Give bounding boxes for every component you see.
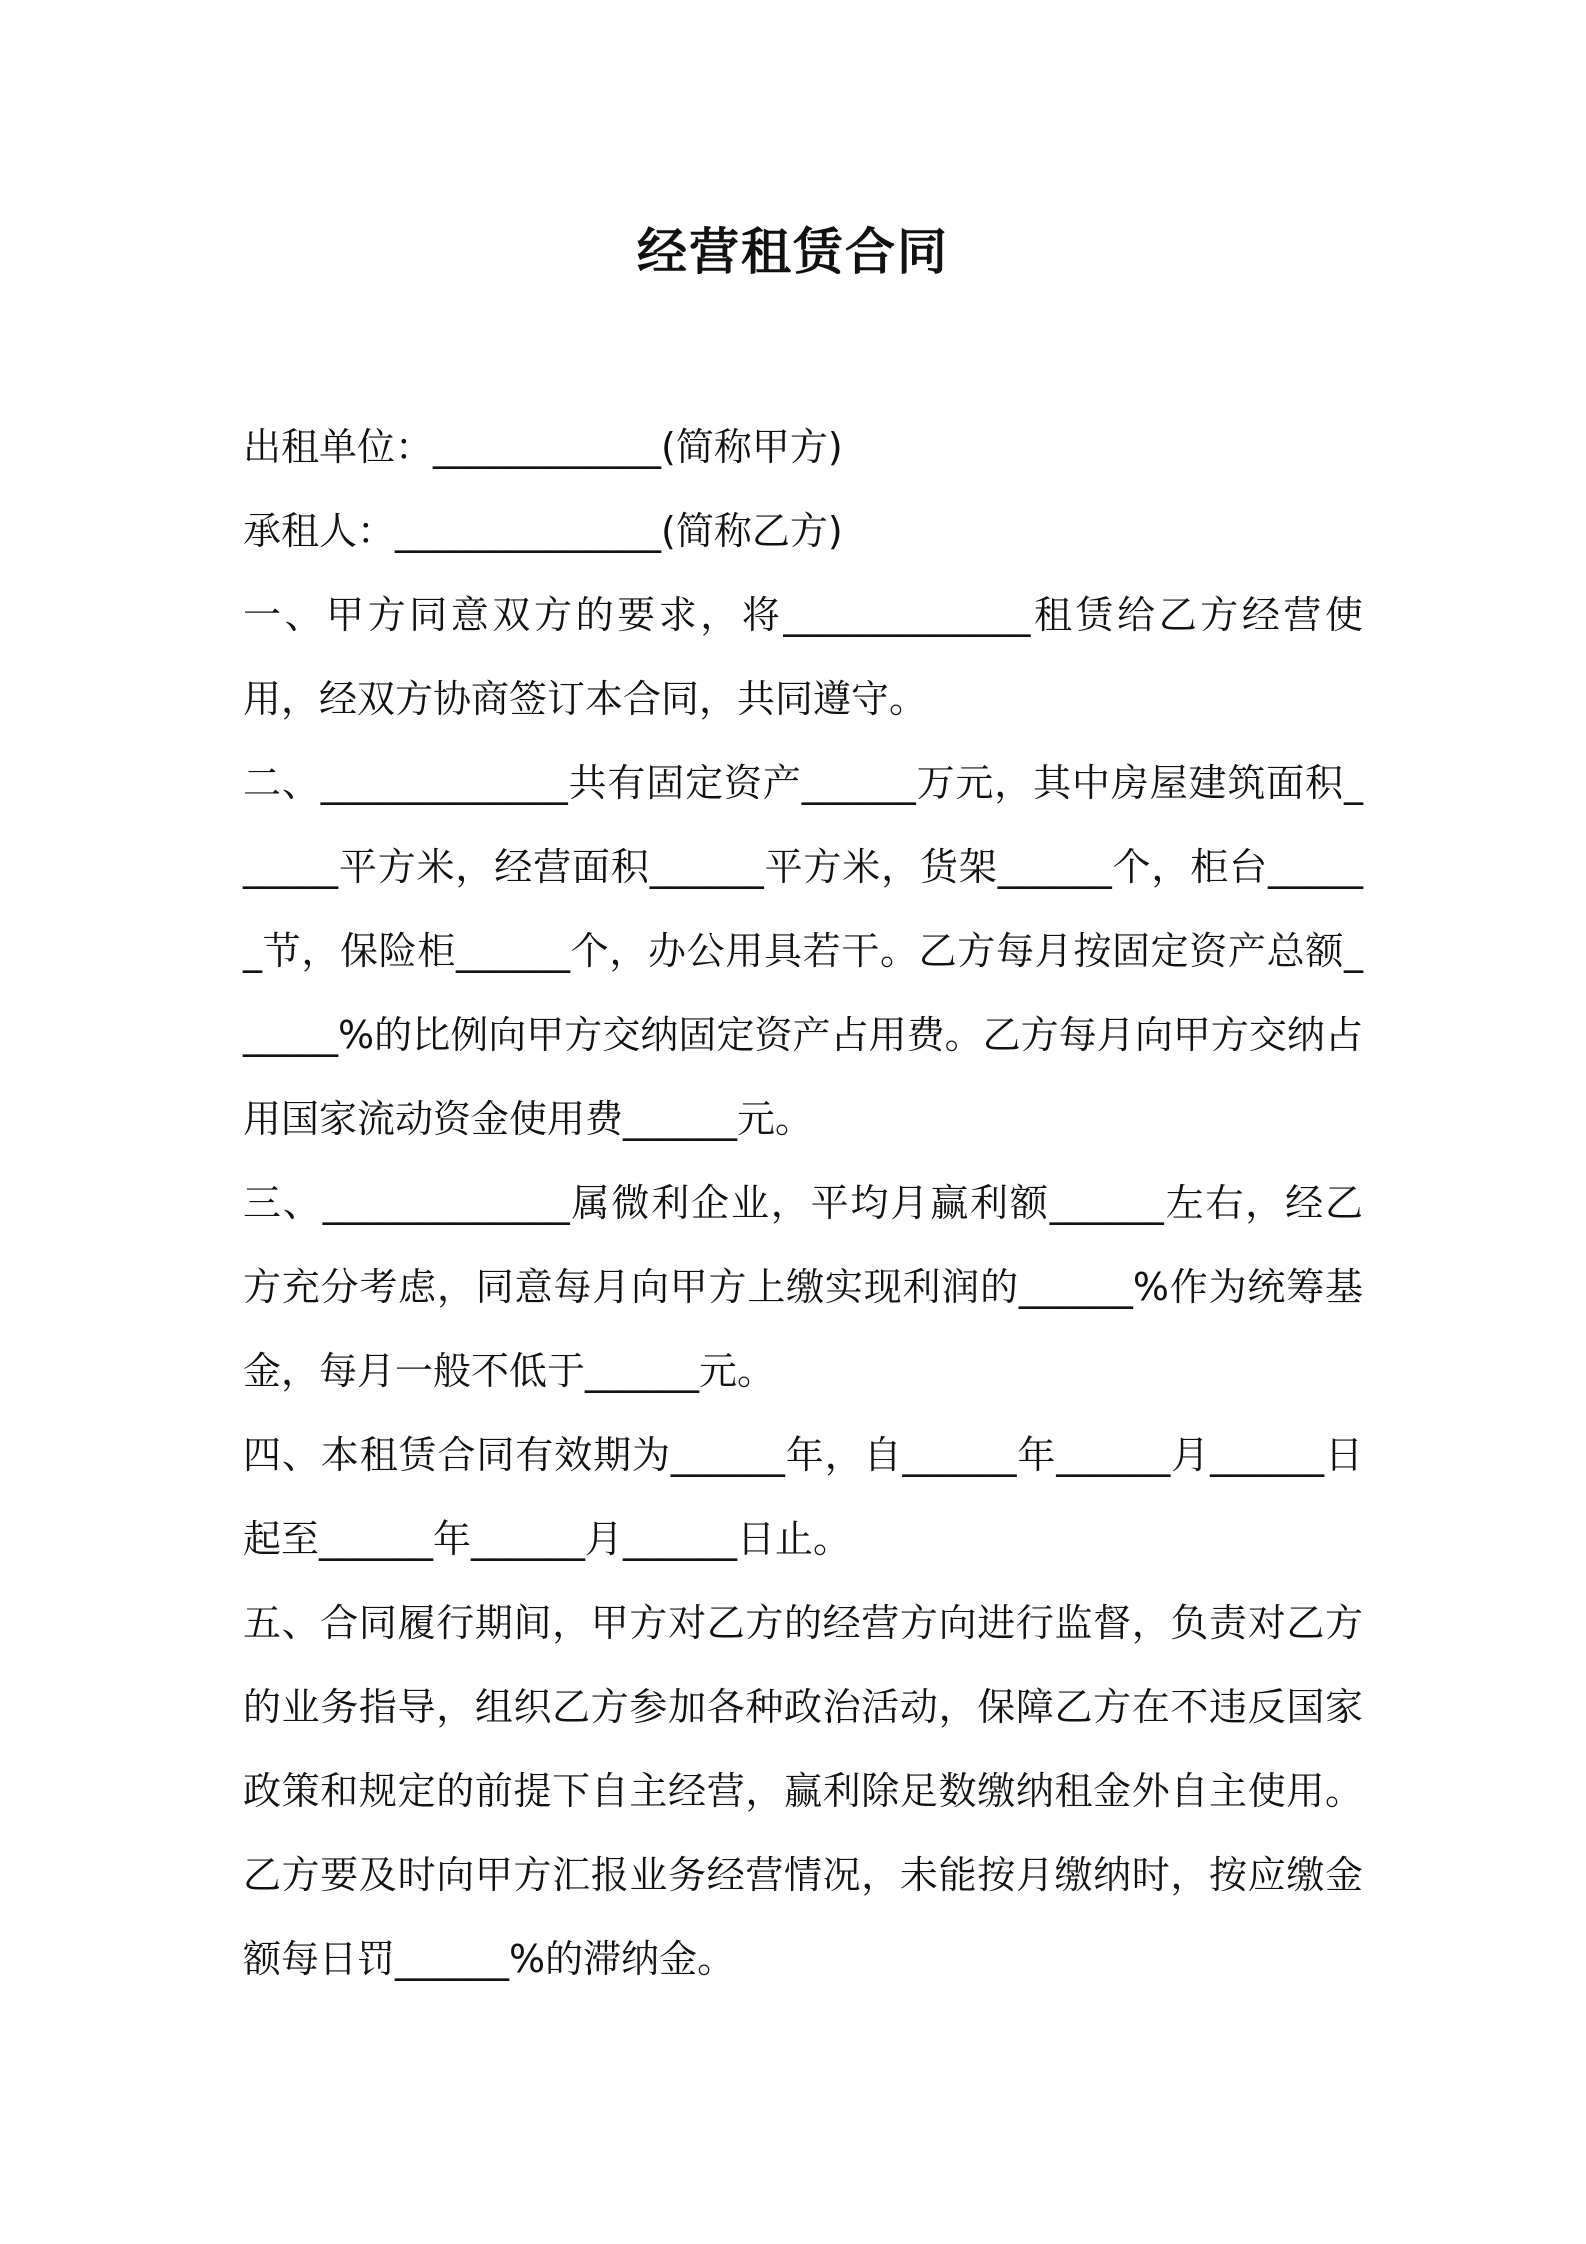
clause-2: 二、_____________共有固定资产______万元，其中房屋建筑面积______平方米，经营面积______平方米，货架______个，柜台______节，保险柜______个，办公用具若干。乙方每月按固定资产总额______%的比例向甲方交纳固定资产占用费。乙方每月向甲方交纳占用国家流动资金使用费______元。 (243, 761, 1363, 1141)
clause-1: 一、甲方同意双方的要求，将_____________租赁给乙方经营使用，经双方协商签订本合同，共同遵守。 (243, 593, 1363, 721)
clause-5: 五、合同履行期间，甲方对乙方的经营方向进行监督，负责对乙方的业务指导，组织乙方参加各种政治活动，保障乙方在不违反国家政策和规定的前提下自主经营，赢利除足数缴纳租金外自主使用。乙方要及时向甲方汇报业务经营情况，未能按月缴纳时，按应缴金额每日罚______%的滞纳金。 (243, 1601, 1363, 1981)
clause-3: 三、_____________属微利企业，平均月赢利额______左右，经乙方充分考虑，同意每月向甲方上缴实现利润的______%作为统筹基金，每月一般不低于______元。 (243, 1181, 1363, 1393)
document-body (243, 405, 1363, 2001)
lessor-line: 出租单位：____________(简称甲方) (243, 425, 843, 469)
lessee-line: 承租人：______________(简称乙方) (243, 509, 843, 553)
clause-4: 四、本租赁合同有效期为______年，自______年______月______日起至______年______月______日止。 (243, 1433, 1363, 1561)
document-title: 经营租赁合同 (637, 223, 949, 281)
